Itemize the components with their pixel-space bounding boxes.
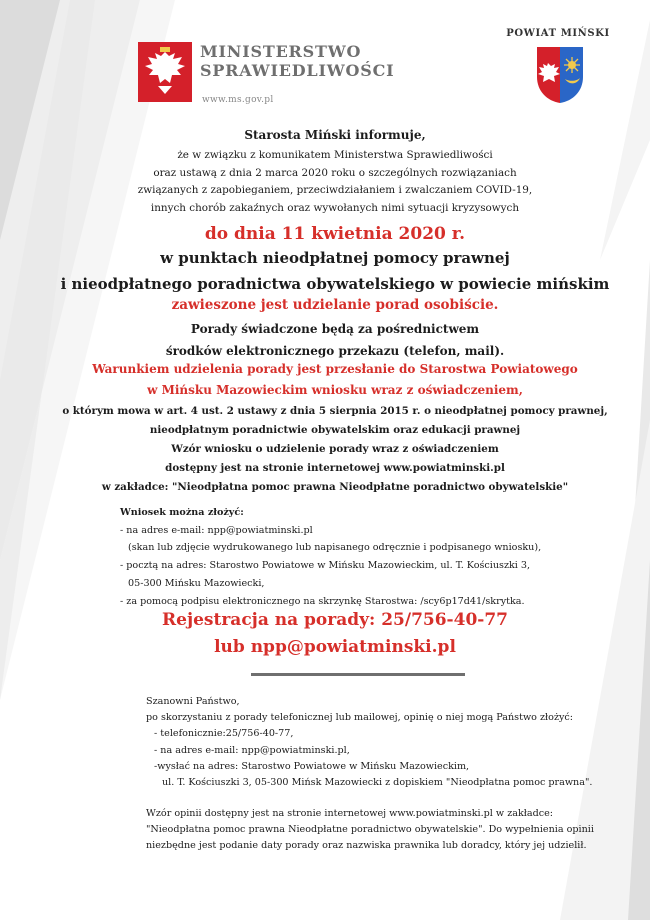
feedback-outro (146, 806, 606, 855)
outro-line: "Nieodpłatna pomoc prawna Nieodpłatne poradnictwo obywatelskie". Do wypełnienia opinii (146, 824, 594, 836)
feedback-item: - na adres e-mail: npp@powiatminski.pl, (154, 744, 350, 756)
feedback-item: - telefonicznie:25/756-40-77, (154, 728, 294, 740)
announcement-intro (60, 147, 610, 217)
ministry-name-line1: MINISTERSTWO (200, 42, 362, 61)
ministry-url: www.ms.gov.pl (202, 95, 274, 105)
deadline-date: do dnia 11 kwietnia 2020 r. (204, 224, 466, 244)
intro-line: związanych z zapobieganiem, przeciwdziałaniem i zwalczaniem COVID-19, (137, 184, 533, 196)
announcement-details (60, 402, 610, 497)
ministry-logo (138, 38, 398, 118)
submission-methods (120, 504, 600, 610)
registration-phone: Rejestracja na porady: 25/756-40-77 (162, 610, 508, 630)
submission-item: 05-300 Mińsku Mazowiecki, (128, 577, 265, 589)
section-divider (251, 673, 465, 676)
legal-aid-points (60, 245, 610, 297)
feedback-section (146, 694, 606, 791)
details-line: dostępny jest na stronie internetowej www.powiatminski.pl (165, 462, 505, 474)
where-line: w punktach nieodpłatnej pomocy prawnej (160, 249, 510, 267)
submission-title: Wniosek można złożyć: (120, 507, 244, 518)
condition-line: w Mińsku Mazowieckim wniosku wraz z oświadczeniem, (147, 383, 523, 397)
submission-item: - za pomocą podpisu elektronicznego na skrzynkę Starostwa: /scy6p17d41/skrytka. (120, 595, 525, 607)
remote-line: środków elektronicznego przekazu (telefon, mail). (165, 344, 505, 358)
details-line: nieodpłatnym poradnictwie obywatelskim oraz edukacji prawnej (149, 424, 521, 436)
details-line: o którym mowa w art. 4 ust. 2 ustawy z dnia 5 sierpnia 2015 r. o nieodpłatnej pomocy prawnej, (62, 405, 608, 417)
submission-item: - na adres e-mail: npp@powiatminski.pl (120, 524, 313, 536)
condition-line: Warunkiem udzielenia porady jest przesłanie do Starostwa Powiatowego (92, 362, 578, 376)
remote-advice-info (60, 318, 610, 362)
outro-line: Wzór opinii dostępny jest na stronie internetowej www.powiatminski.pl w zakładce: (146, 808, 554, 819)
outro-line: niezbędne jest podanie daty porady oraz nazwiska prawnika lub doradcy, który jej udzielił. (146, 840, 587, 852)
intro-line: oraz ustawą z dnia 2 marca 2020 roku o szczególnych rozwiązaniach (153, 166, 517, 179)
submission-item: (skan lub zdjęcie wydrukowanego lub napisanego odręcznie i podpisanego wniosku), (128, 542, 542, 554)
polish-eagle-icon (138, 42, 192, 102)
where-line: i nieodpłatnego poradnictwa obywatelskiego w powiecie mińskim (60, 275, 610, 293)
feedback-intro: po skorzystaniu z porady telefonicznej lub mailowej, opinię o niej mogą Państwo złożyć: (146, 712, 574, 724)
powiat-label: POWIAT MIŃSKI (506, 28, 610, 39)
details-line: Wzór wniosku o udzielenie porady wraz z oświadczeniem (171, 443, 499, 455)
feedback-item: ul. T. Kościuszki 3, 05-300 Mińsk Mazowiecki z dopiskiem "Nieodpłatna pomoc prawna". (162, 777, 593, 789)
coat-of-arms-icon (535, 45, 585, 105)
registration-email: lub npp@powiatminski.pl (214, 637, 456, 657)
submission-item: - pocztą na adres: Starostwo Powiatowe w Mińsku Mazowieckim, ul. T. Kościuszki 3, (120, 560, 531, 572)
intro-line: innych chorób zakaźnych oraz wywołanych nimi sytuacji kryzysowych (150, 201, 520, 214)
feedback-item: -wysłać na adres: Starostwo Powiatowe w Mińsku Mazowieckim, (154, 760, 470, 772)
condition-notice (60, 359, 610, 401)
intro-line: że w związku z komunikatem Ministerstwa Sprawiedliwości (177, 149, 493, 161)
suspension-notice: zawieszone jest udzielanie porad osobiście. (171, 297, 499, 313)
remote-line: Porady świadczone będą za pośrednictwem (190, 322, 480, 336)
announcement-heading: Starosta Miński informuje, (244, 128, 426, 142)
ministry-name-line2: SPRAWIEDLIWOŚCI (200, 61, 395, 80)
details-line: w zakładce: "Nieodpłatna pomoc prawna Nieodpłatne poradnictwo obywatelskie" (101, 481, 569, 493)
feedback-greeting: Szanowni Państwo, (146, 696, 240, 707)
